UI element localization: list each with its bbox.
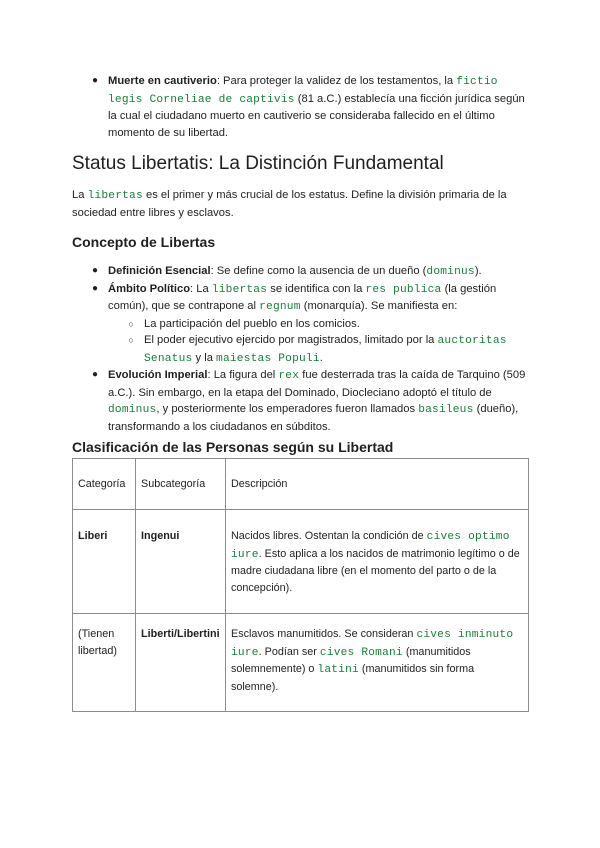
text: se identifica con la	[267, 282, 366, 295]
bullet-label: Evolución Imperial	[108, 369, 208, 381]
top-bullet-list	[88, 73, 528, 141]
code-term: dominus	[426, 266, 475, 278]
text: .	[319, 351, 323, 364]
concept-heading: Concepto de Libertas	[72, 234, 216, 250]
text: ).	[474, 265, 482, 277]
text: . Podían ser	[258, 645, 320, 658]
table-row	[73, 510, 529, 614]
text: : La figura del	[207, 369, 279, 381]
table-cell	[136, 614, 226, 712]
bullet-icon: ●	[91, 75, 99, 86]
list-item	[88, 263, 528, 281]
text: Esclavos manumitidos. Se consideran	[231, 628, 417, 640]
text: (manumitidos sin forma solemne).	[231, 663, 475, 693]
classification-heading: Clasificación de las Personas según su Libertad	[72, 439, 394, 455]
circle-bullet-icon: ○	[128, 318, 134, 329]
table-header-row	[73, 459, 529, 510]
list-item	[88, 367, 528, 435]
bullet-label: Muerte en cautiverio	[108, 75, 217, 87]
table-cell	[73, 614, 136, 712]
code-term: latini	[317, 664, 359, 676]
text: (dueño), transformando a los ciudadanos en súbditos.	[108, 403, 519, 433]
bullet-icon: ●	[91, 282, 99, 294]
table-cell	[226, 510, 529, 614]
list-item	[88, 73, 528, 141]
code-term: dominus	[108, 404, 157, 416]
code-term: libertas	[87, 190, 143, 202]
code-term: basileus	[418, 404, 474, 416]
section-title: Status Libertatis: La Distinción Fundamental	[72, 153, 444, 174]
circle-bullet-icon: ○	[128, 335, 134, 345]
text: (manumitidos solemnemente) o	[231, 645, 471, 675]
code-term: cives Romani	[319, 646, 403, 659]
code-term: fictio legis Corneliae de captivis	[108, 76, 498, 106]
code-term: cives inminuto iure	[231, 629, 514, 659]
bullet-icon: ●	[91, 369, 99, 380]
bullet-label: Ámbito Político	[108, 282, 191, 295]
table-cell	[226, 614, 529, 712]
intro-paragraph	[72, 187, 528, 221]
subcategory-value: Liberti/Libertini	[141, 628, 220, 640]
subcategory-value: Ingenui	[141, 530, 180, 542]
list-item	[88, 281, 528, 368]
header-cell	[226, 459, 529, 510]
text: , y posteriormente los emperadores fueron llamados	[156, 403, 419, 415]
text: (la gestión común), que se contrapone al	[108, 282, 497, 312]
category-value: (Tienen libertad)	[78, 628, 118, 657]
header-cell	[73, 459, 136, 510]
text: La participación del pueblo en los comicios.	[144, 317, 360, 330]
header-cell	[136, 459, 226, 510]
category-value: Liberi	[78, 530, 108, 542]
text: (81 a.C.) establecía una ficción jurídica según la cual el ciudadano muerto en cautiverio se consideraba fallecido en el último momento de su libertad.	[108, 92, 525, 139]
header-description: Descripción	[231, 478, 288, 490]
text: : Para proteger la validez de los testamentos, la	[216, 75, 457, 87]
header-category: Categoría	[78, 478, 126, 490]
concept-list	[88, 263, 528, 435]
text: : Se define como la ausencia de un dueño (	[210, 265, 427, 277]
table-cell	[73, 510, 136, 614]
table-cell	[136, 510, 226, 614]
text: Nacidos libres. Ostentan la condición de	[231, 530, 427, 542]
text: La	[72, 189, 88, 201]
code-term: auctoritas Senatus	[144, 335, 507, 365]
classification-table	[72, 458, 529, 712]
bullet-icon: ●	[91, 265, 99, 276]
sub-list	[124, 316, 528, 368]
text: : La	[190, 282, 212, 295]
text: y la	[192, 351, 217, 364]
text: (monarquía). Se manifiesta en:	[300, 300, 458, 312]
text: fue desterrada tras la caída de Tarquino (509 a.C.). Sin embargo, en la etapa del Dominado, Diocleciano adoptó el título de	[108, 369, 526, 399]
code-term: res publica	[365, 283, 442, 296]
sub-list-item	[124, 316, 528, 333]
sub-list-item	[124, 332, 528, 367]
text: El poder ejecutivo ejercido por magistrados, limitado por la	[144, 334, 438, 346]
bullet-label: Definición Esencial	[108, 265, 211, 277]
text: es el primer y más crucial de los estatus. Define la división primaria de la sociedad entre libres y esclavos.	[72, 189, 507, 219]
table-row	[73, 614, 529, 712]
code-term: rex	[278, 370, 300, 382]
header-subcategory: Subcategoría	[141, 478, 206, 490]
text: . Esto aplica a los nacidos de matrimonio legítimo o de madre ciudadana libre (en el momento del parto o de la concepción).	[231, 547, 520, 594]
code-term: maiestas Populi	[216, 352, 320, 365]
code-term: cives optimo iure	[231, 531, 510, 561]
code-term: regnum	[259, 301, 301, 313]
code-term: libertas	[211, 283, 268, 296]
